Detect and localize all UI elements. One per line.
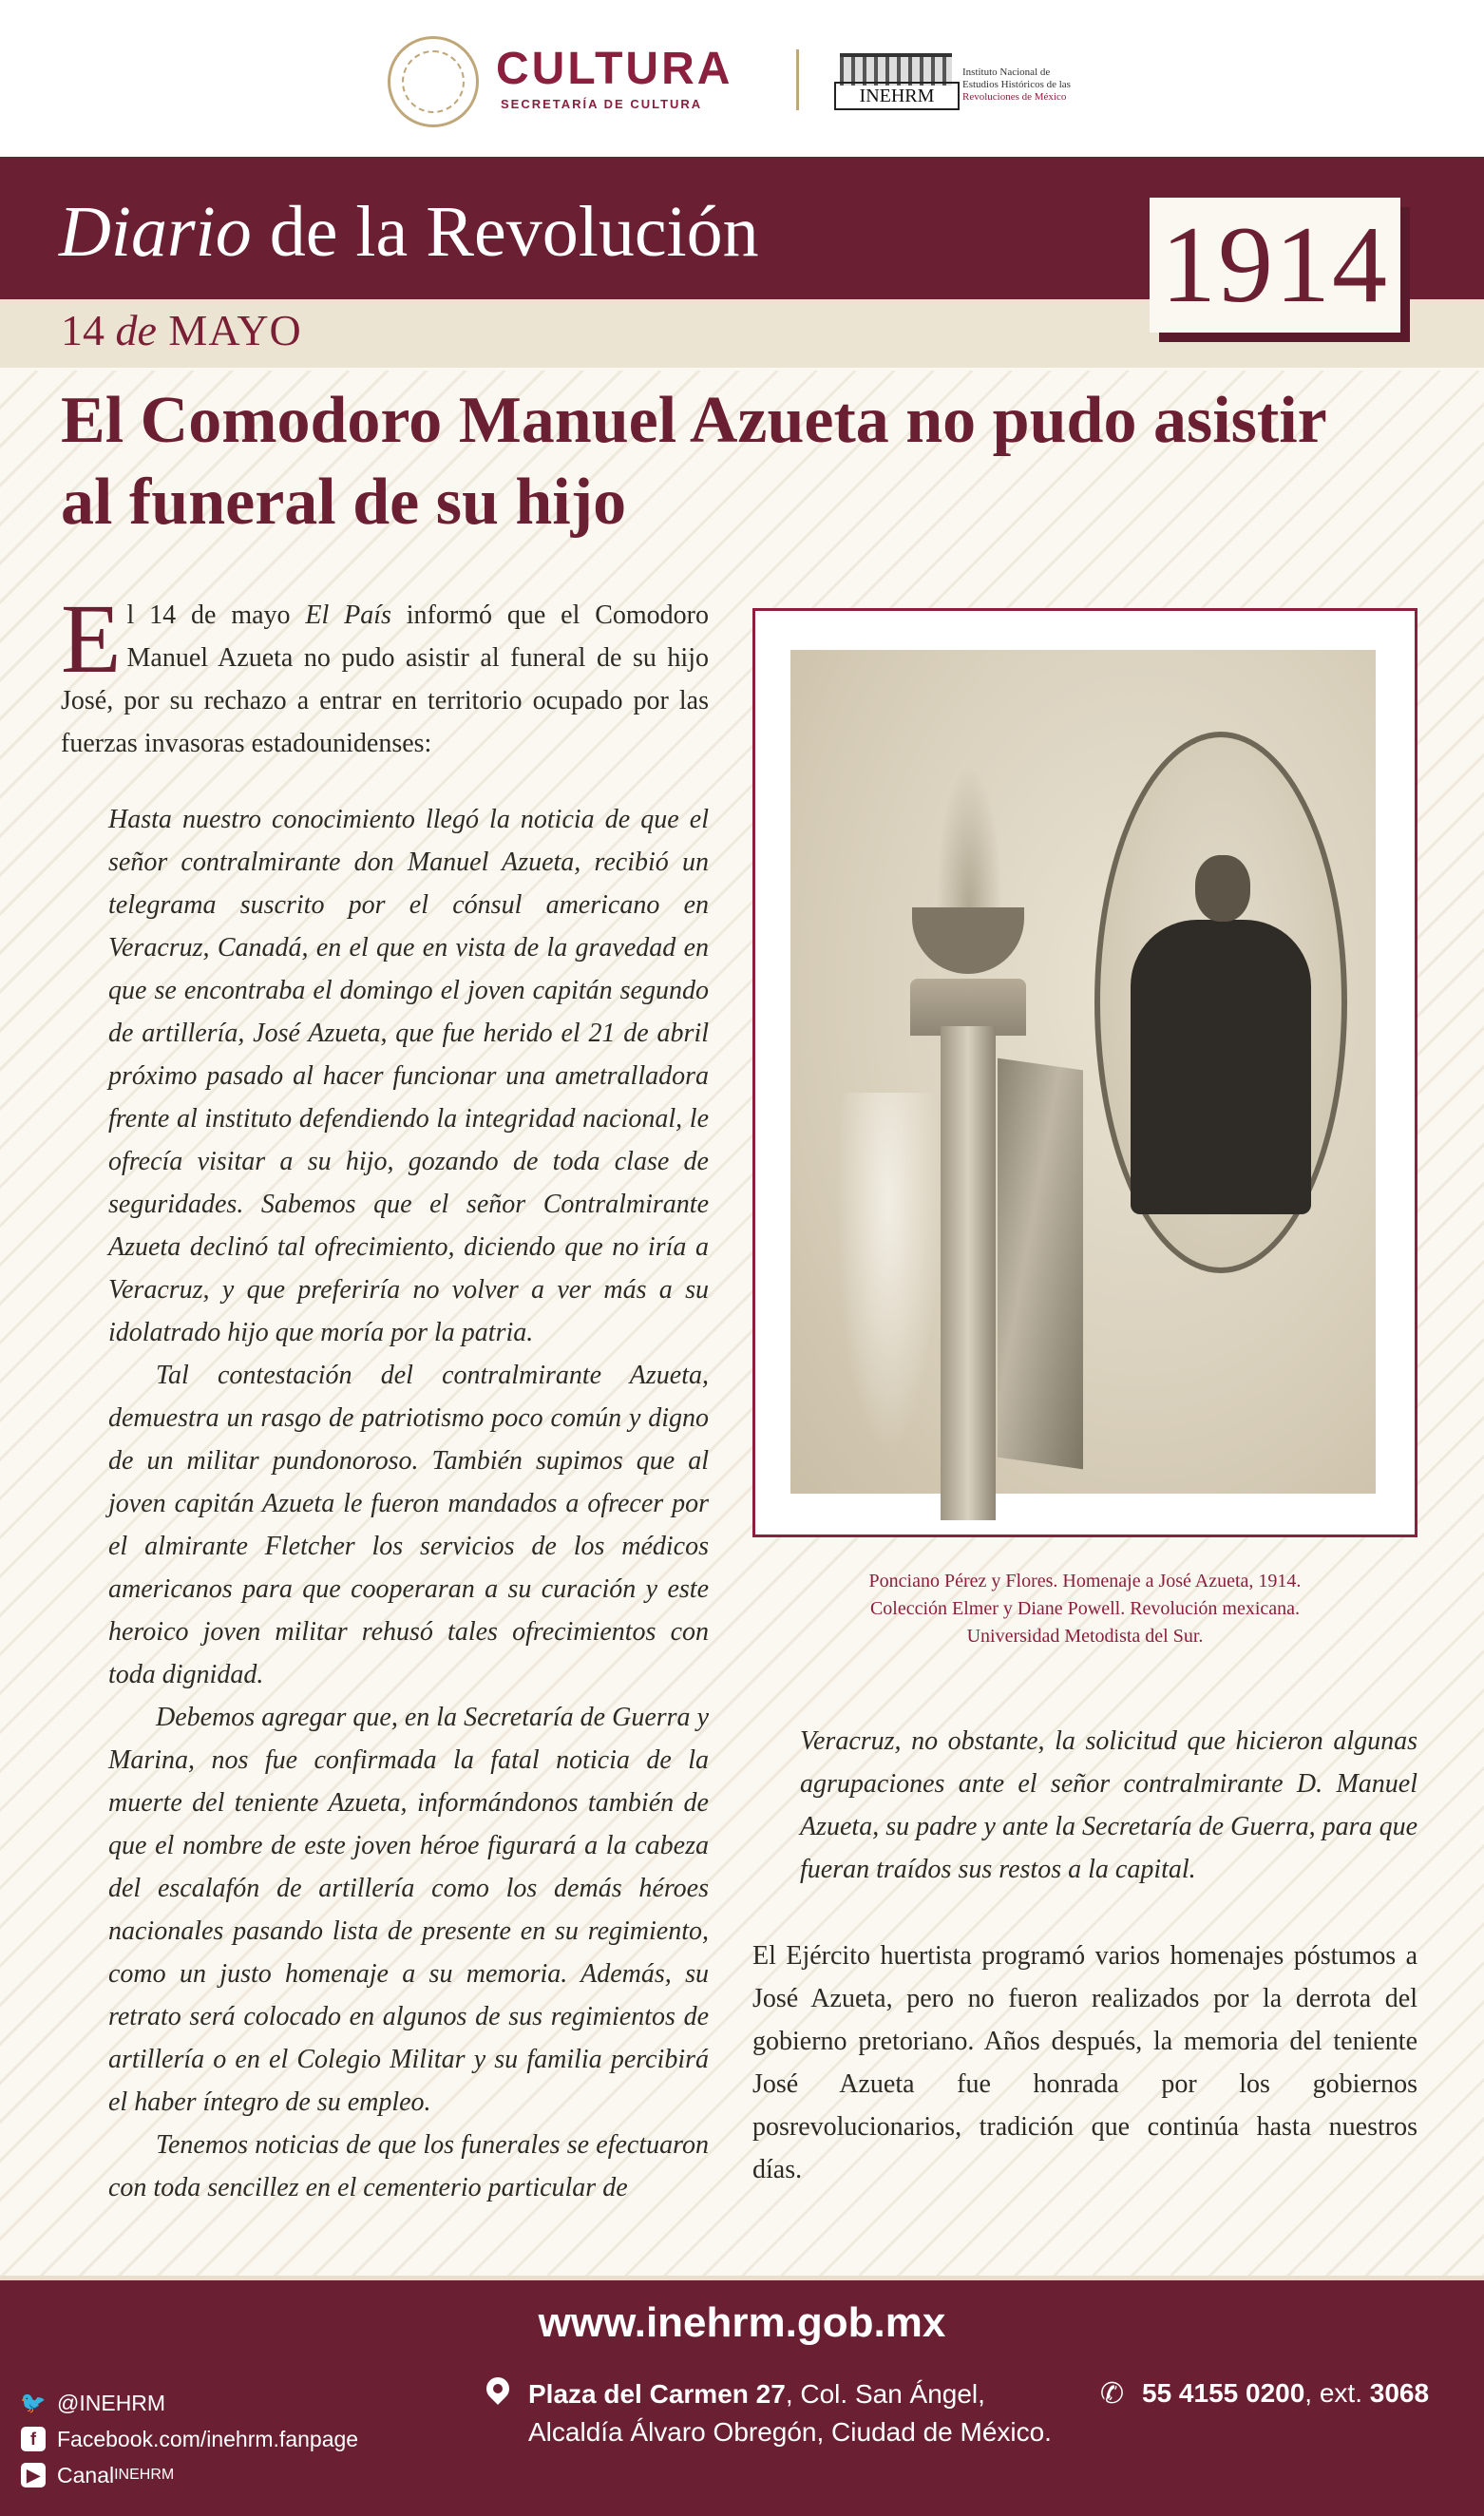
- photo-portrait-head: [1195, 855, 1250, 922]
- building-icon: [840, 53, 952, 86]
- photo-column: [941, 1026, 996, 1520]
- phone-number[interactable]: 55 4155 0200, ext. 3068: [1142, 2378, 1430, 2408]
- photo-flame: [936, 765, 1002, 907]
- cultura-logo[interactable]: CULTURA: [496, 44, 733, 94]
- inehrm-logo[interactable]: INEHRM: [834, 53, 958, 112]
- seal-icon: [388, 36, 479, 127]
- photo-caption: Ponciano Pérez y Flores. Homenaje a José Azueta, 1914. Colección Elmer y Diane Powell. Revolución mexicana. Universidad Metodista del Sur.: [868, 1571, 1302, 1647]
- quote-right-column: [800, 1720, 1417, 1891]
- quote-paragraph: Hasta nuestro conocimiento llegó la noticia de que el señor contralmirante don Manuel Azueta, recibió un telegrama suscrito por el cónsul americano en Veracruz, Canadá, en el que en vista de la gravedad en que se encontraba el domingo el joven capitán segundo de artillería, José Azueta, que fue herido el 21 de abril próximo pasado al hacer funcionar una ametralladora frente al instituto defendiendo la integridad nacional, le ofrecía visitar a su hijo, gozando de toda clase de seguridades. Sabemos que el señor Contralmirante Azueta declinó tal ofrecimiento, diciendo que no iría a Veracruz, y que preferiría no volver a ver más a su idolatrado hijo que moría por la patria.: [108, 805, 709, 1347]
- quote-paragraph: Debemos agregar que, en la Secretaría de Guerra y Marina, nos fue confirmada la fatal noticia de la muerte del teniente Azueta, informándonos también de que el nombre de este joven héroe figurará a la cabeza del escalafón de artillería como los demás héroes nacionales pasando lista de presente en su regimiento, como un justo homenaje a su memoria. Además, su retrato será colocado en algunos de sus regimientos de artillería o en el Colegio Militar y su familia percibirá el haber íntegro de su empleo.: [108, 1703, 709, 2117]
- drop-cap: E: [61, 584, 122, 694]
- website-link[interactable]: www.inehrm.gob.mx: [538, 2299, 946, 2346]
- quote-paragraph: Tal contestación del contralmirante Azueta, demuestra un rasgo de patriotismo poco común y digno de un militar pundonoroso. También supimos que al joven capitán Azueta le fueron mandados a ofrecer por el almirante Fletcher los servicios de los médicos americanos para que cooperaran a su curación y este heroico joven militar rehusó tales ofrecimientos con toda dignidad.: [108, 1361, 709, 1689]
- youtube-icon: ▶: [21, 2463, 46, 2487]
- cultura-subtitle: SECRETARÍA DE CULTURA: [501, 97, 703, 111]
- date-label: 14 de MAYO: [61, 306, 302, 354]
- photo-portrait-body: [1131, 920, 1311, 1214]
- twitter-link[interactable]: 🐦 @INEHRM: [20, 2391, 166, 2415]
- facebook-icon: f: [21, 2427, 46, 2451]
- photo-flag: [998, 1058, 1083, 1470]
- address: Plaza del Carmen 27, Col. San Ángel, Alcaldía Álvaro Obregón, Ciudad de México.: [528, 2379, 1052, 2447]
- youtube-link[interactable]: ▶ Canal INEHRM: [21, 2457, 358, 2493]
- quote-paragraph: Veracruz, no obstante, la solicitud que hicieron algunas agrupaciones ante el señor contralmirante D. Manuel Azueta, su padre y ante la Secretaría de Guerra, para que fueran traídos sus restos a la capital.: [800, 1726, 1417, 1884]
- quote-left-column: [108, 798, 709, 2209]
- lead-paragraph: El 14 de mayo El País informó que el Comodoro Manuel Azueta no pudo asistir al funeral de su hijo José, por su rechazo a entrar en territorio ocupado por las fuerzas invasoras estadounidenses:: [61, 584, 709, 758]
- social-links: [21, 2385, 358, 2493]
- facebook-link[interactable]: f Facebook.com/inehrm.fanpage: [21, 2421, 358, 2457]
- photo-allegory-figure: [836, 1093, 941, 1454]
- twitter-icon: 🐦: [20, 2391, 47, 2414]
- year-box: [1150, 198, 1400, 333]
- closing-paragraph: El Ejército huertista programó varios homenajes póstumos a José Azueta, pero no fueron realizados por la derrota del gobierno pretoriano. Años después, la memoria del teniente José Azueta fue honrada por los gobiernos posrevolucionarios, tradición que continúa hasta nuestros días.: [752, 1941, 1417, 2184]
- logo-divider: [796, 49, 799, 110]
- logo-bar: [0, 0, 1484, 157]
- inehrm-description: Instituto Nacional de Estudios Históricos de las Revoluciones de México: [962, 67, 1071, 103]
- quote-paragraph: Tenemos noticias de que los funerales se efectuaron con toda sencillez en el cementerio particular de: [108, 2130, 709, 2202]
- series-title: Diario de la Revolución: [59, 192, 759, 272]
- phone-icon: ✆: [1100, 2377, 1125, 2411]
- year-label: 1914: [1161, 204, 1389, 326]
- page-title: El Comodoro Manuel Azueta no pudo asistir al funeral de su hijo: [61, 384, 1326, 539]
